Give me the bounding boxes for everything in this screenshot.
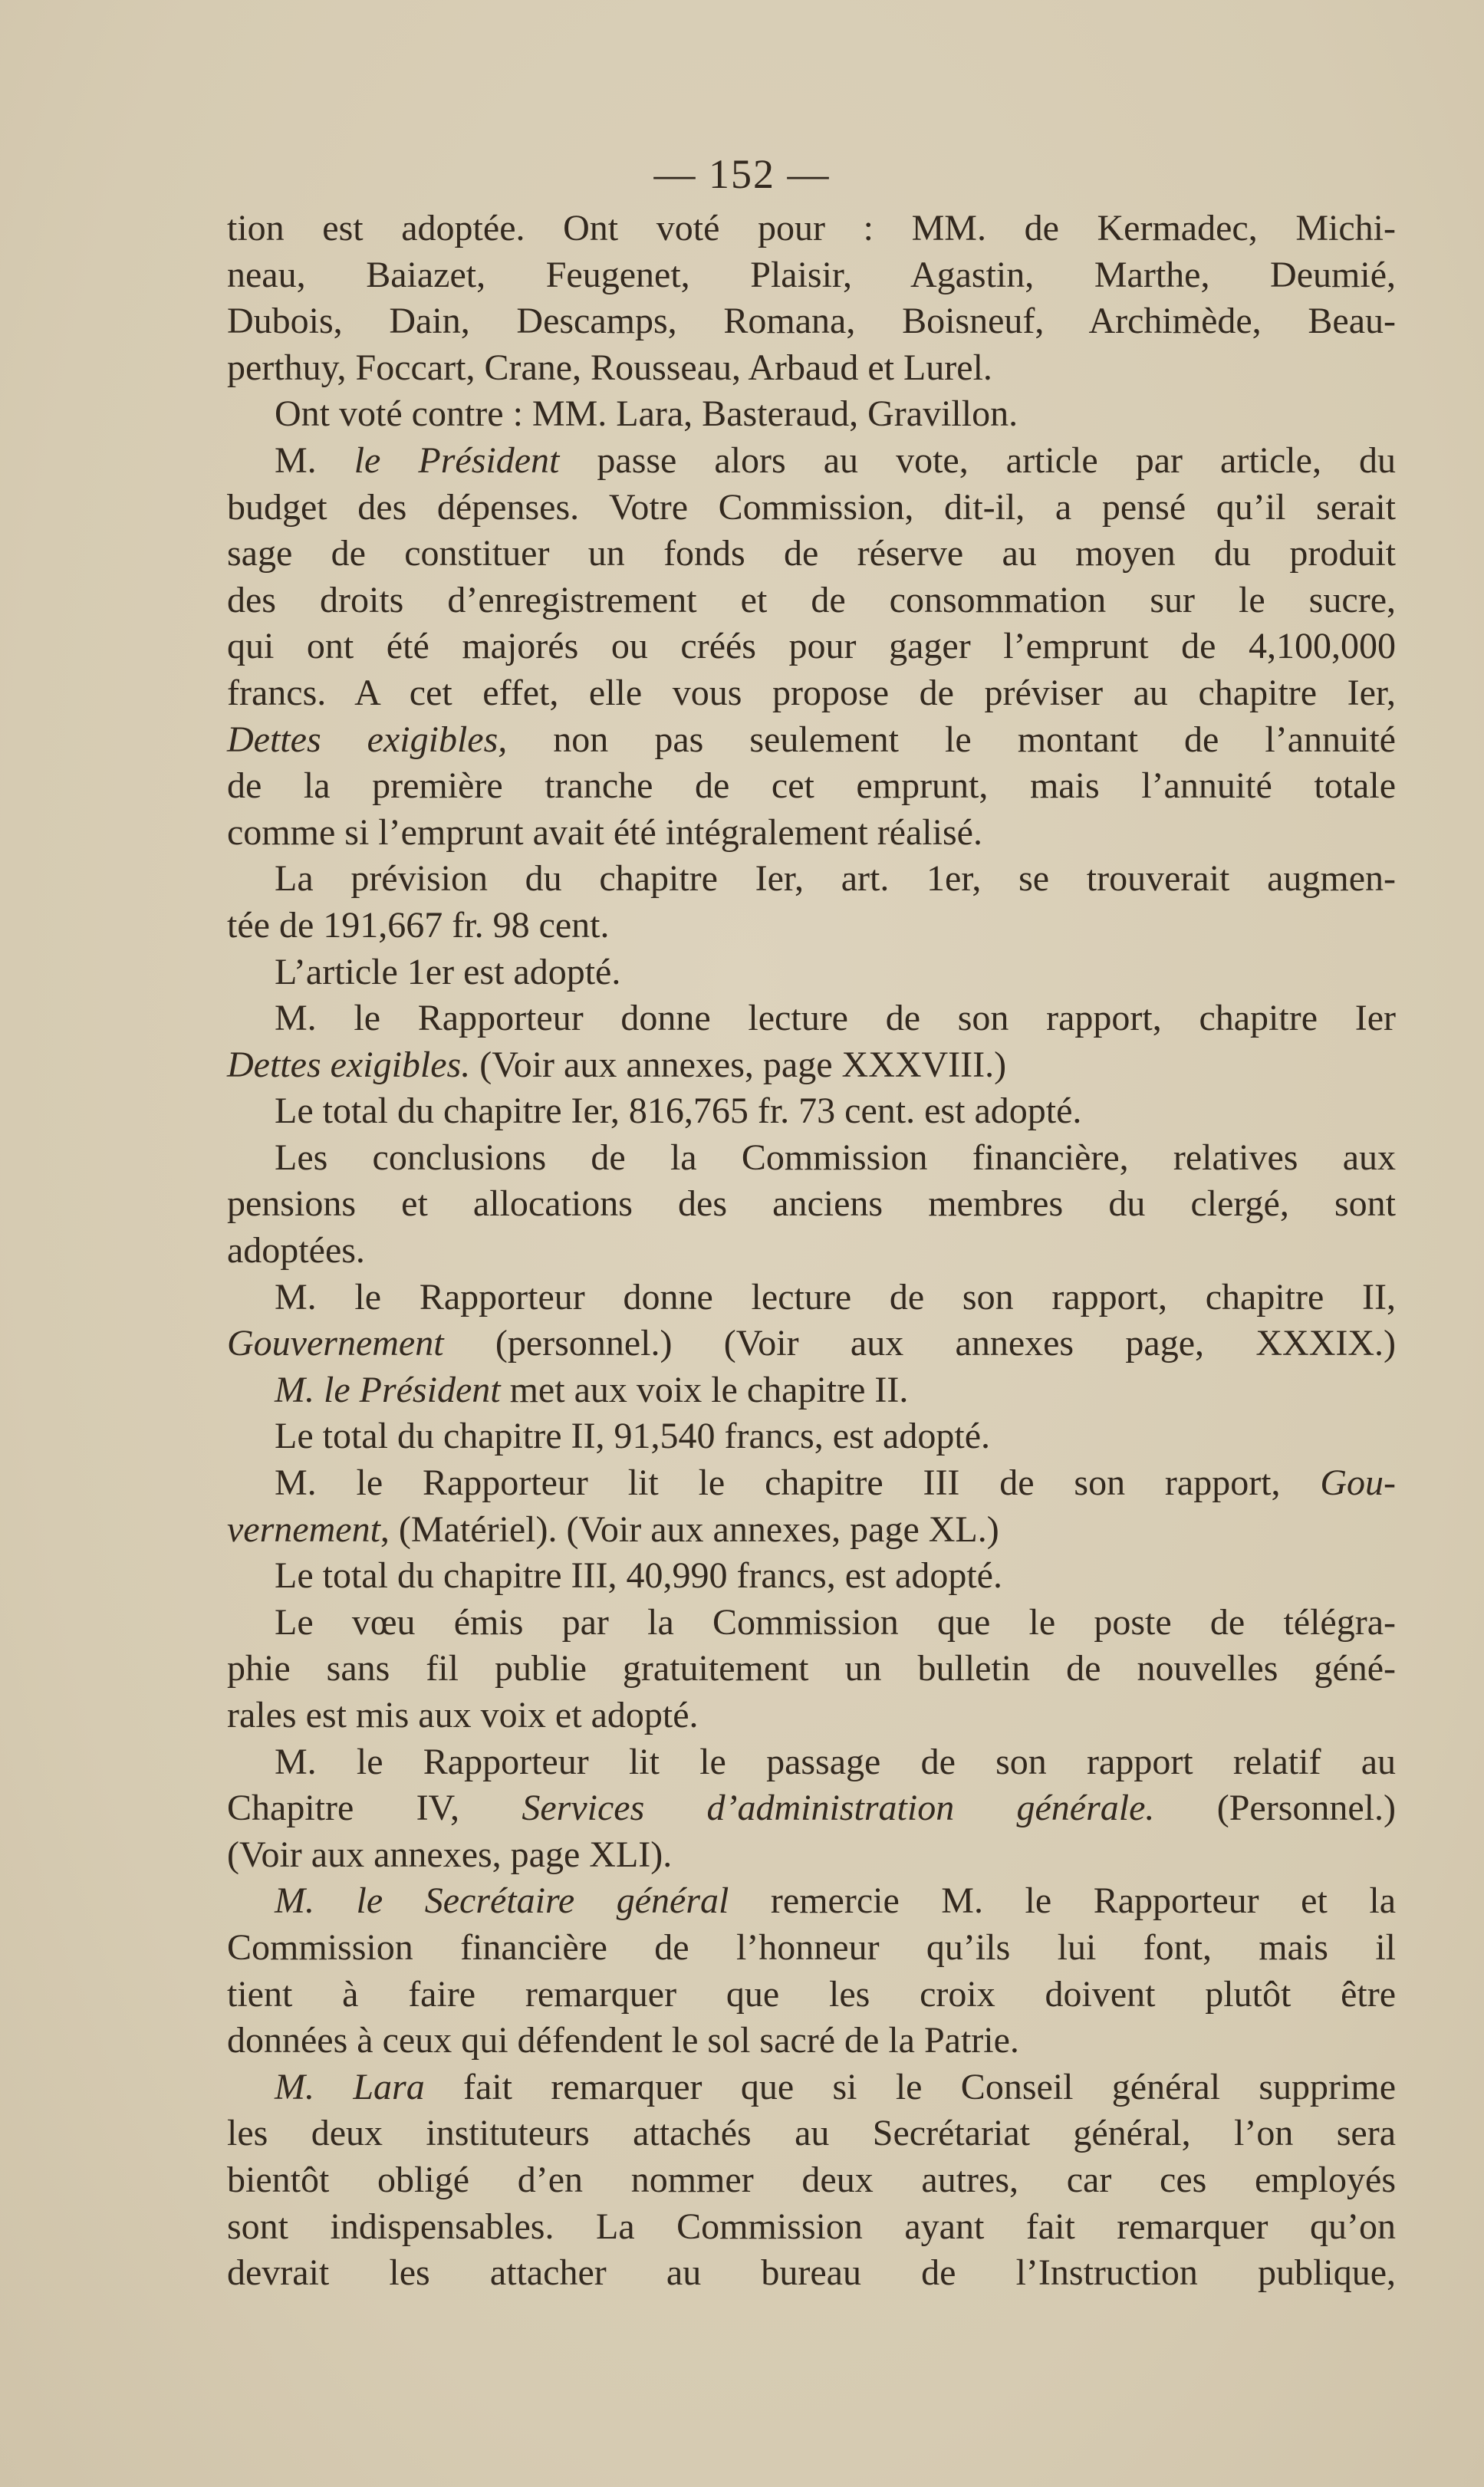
text-segment: Le total du chapitre Ier, 816,765 fr. 73 cent. est adopté. xyxy=(275,1091,1082,1132)
text-segment: neau, Baiazet, Feugenet, Plaisir, Agastin, Marthe, Deumié, xyxy=(227,254,1396,295)
text-line xyxy=(227,1832,1396,1879)
text-segment: Dubois, Dain, Descamps, Romana, Boisneuf, Archimède, Beau- xyxy=(227,301,1396,342)
text-line xyxy=(227,1135,1396,1182)
text-segment: M. xyxy=(275,439,354,481)
text-segment: pensions et allocations des anciens membres du clergé, sont xyxy=(227,1183,1396,1225)
text-segment: M. le Rapporteur donne lecture de son rapport, chapitre II, xyxy=(275,1276,1396,1318)
text-segment: (Voir aux annexes, page XLI). xyxy=(227,1834,673,1875)
text-segment: tion est adoptée. Ont voté pour : MM. de Kermadec, Michi- xyxy=(227,208,1396,248)
text-segment: met aux voix le chapitre II. xyxy=(500,1369,909,1410)
text-line xyxy=(227,531,1396,577)
text-segment: budget des dépenses. Votre Commission, dit-il, a pensé qu’il serait xyxy=(227,486,1396,528)
italic-text: le Président xyxy=(354,439,560,481)
text-segment: , (Matériel). (Voir aux annexes, page XL.) xyxy=(380,1508,999,1550)
italic-text: Services d’administration générale. xyxy=(522,1788,1155,1829)
text-segment: Commission financière de l’honneur qu’ils lui font, mais il xyxy=(227,1926,1396,1968)
text-segment: Ont voté contre : MM. Lara, Basteraud, Gravillon. xyxy=(275,393,1018,435)
text-line xyxy=(227,206,1396,252)
text-segment: M. le Rapporteur donne lecture de son rapport, chapitre Ier xyxy=(275,998,1396,1039)
text-segment: M. le Rapporteur lit le passage de son rapport relatif au xyxy=(275,1741,1396,1782)
italic-text: Gouvernement xyxy=(227,1323,444,1364)
text-line xyxy=(227,2157,1396,2204)
text-line xyxy=(227,623,1396,670)
text-line xyxy=(227,995,1396,1042)
text-line xyxy=(227,949,1396,996)
text-segment: Le total du chapitre II, 91,540 francs, est adopté. xyxy=(275,1416,990,1457)
italic-text: Dettes exigibles. xyxy=(227,1044,471,1085)
text-segment: adoptées. xyxy=(227,1230,365,1271)
text-line xyxy=(227,1088,1396,1135)
text-line xyxy=(227,1460,1396,1507)
text-line xyxy=(227,670,1396,717)
text-segment: (personnel.) (Voir aux annexes page, XXXIX.) xyxy=(443,1323,1396,1364)
text-line xyxy=(227,717,1396,764)
italic-text: M. le Président xyxy=(275,1369,501,1410)
text-segment: Les conclusions de la Commission financière, relatives aux xyxy=(275,1137,1396,1178)
text-line xyxy=(227,1693,1396,1739)
text-line xyxy=(227,252,1396,299)
text-segment: (Personnel.) xyxy=(1154,1788,1396,1829)
text-line xyxy=(227,1785,1396,1832)
text-line xyxy=(227,2250,1396,2297)
text-line xyxy=(227,391,1396,438)
text-line xyxy=(227,1600,1396,1646)
text-line xyxy=(227,1367,1396,1414)
text-line xyxy=(227,1972,1396,2018)
italic-text: Dettes exigibles, xyxy=(227,719,508,760)
text-segment: M. le Rapporteur lit le chapitre III de son rapport, xyxy=(275,1462,1321,1504)
text-segment: tée de 191,667 fr. 98 cent. xyxy=(227,904,610,946)
text-segment: francs. A cet effet, elle vous propose de préviser au chapitre Ier, xyxy=(227,672,1396,713)
text-segment: bientôt obligé d’en nommer deux autres, car ces employés xyxy=(227,2159,1396,2200)
text-segment: devrait les attacher au bureau de l’Instruction publique, xyxy=(227,2252,1396,2294)
text-segment: données à ceux qui défendent le sol sacré de la Patrie. xyxy=(227,2020,1019,2061)
italic-text: M. Lara xyxy=(275,2066,425,2107)
text-segment: (Voir aux annexes, page XXXVIII.) xyxy=(470,1044,1007,1085)
text-line xyxy=(227,810,1396,857)
text-line xyxy=(227,856,1396,903)
text-segment: passe alors au vote, article par article, du xyxy=(559,439,1396,481)
text-line xyxy=(227,1042,1396,1089)
text-line xyxy=(227,1321,1396,1367)
text-segment: sage de constituer un fonds de réserve au moyen du produit xyxy=(227,533,1396,574)
text-line xyxy=(227,1507,1396,1554)
text-line xyxy=(227,438,1396,485)
italic-text: M. le Secrétaire général xyxy=(275,1880,729,1922)
text-line xyxy=(227,1646,1396,1693)
text-segment: phie sans fil publie gratuitement un bulletin de nouvelles géné- xyxy=(227,1648,1396,1689)
page-number: — 152 — xyxy=(653,151,831,197)
text-segment: sont indispensables. La Commission ayant fait remarquer qu’on xyxy=(227,2206,1396,2247)
text-segment: fait remarquer que si le Conseil général supprime xyxy=(424,2066,1397,2107)
text-segment: remercie M. le Rapporteur et la xyxy=(729,1880,1397,1922)
text-segment: tient à faire remarquer que les croix doivent plutôt être xyxy=(227,1973,1396,2015)
text-line xyxy=(227,485,1396,531)
text-line xyxy=(227,1228,1396,1275)
text-segment: Chapitre IV, xyxy=(227,1788,522,1829)
text-line xyxy=(227,2064,1396,2111)
text-line xyxy=(227,2204,1396,2251)
text-segment: Le vœu émis par la Commission que le poste de télégra- xyxy=(275,1601,1396,1643)
text-line xyxy=(227,2018,1396,2064)
text-line xyxy=(227,1739,1396,1786)
text-segment: perthuy, Foccart, Crane, Rousseau, Arbaud et Lurel. xyxy=(227,347,992,388)
text-line xyxy=(227,1181,1396,1228)
italic-text: vernement xyxy=(227,1508,380,1550)
text-segment: comme si l’emprunt avait été intégralement réalisé. xyxy=(227,811,982,853)
text-segment: La prévision du chapitre Ier, art. 1er, se trouverait augmen- xyxy=(275,858,1396,900)
text-line xyxy=(227,1275,1396,1321)
text-line xyxy=(227,2110,1396,2157)
text-segment: de la première tranche de cet emprunt, mais l’annuité totale xyxy=(227,765,1396,807)
text-segment: qui ont été majorés ou créés pour gager l’emprunt de 4,100,000 xyxy=(227,626,1396,667)
text-segment: L’article 1er est adopté. xyxy=(275,951,621,992)
italic-text: Gou- xyxy=(1320,1462,1396,1504)
text-segment: rales est mis aux voix et adopté. xyxy=(227,1695,699,1735)
text-line xyxy=(227,1878,1396,1925)
text-segment: les deux instituteurs attachés au Secrétariat général, l’on sera xyxy=(227,2113,1396,2154)
text-segment: Le total du chapitre III, 40,990 francs, est adopté. xyxy=(275,1555,1002,1597)
text-line xyxy=(227,1553,1396,1600)
text-line xyxy=(227,298,1396,345)
text-segment: non pas seulement le montant de l’annuité xyxy=(507,719,1396,760)
text-line xyxy=(227,763,1396,810)
text-segment: des droits d’enregistrement et de consommation sur le sucre, xyxy=(227,579,1396,620)
text-line xyxy=(227,345,1396,392)
text-line xyxy=(227,1413,1396,1460)
text-line xyxy=(227,1925,1396,1972)
text-line xyxy=(227,577,1396,624)
text-line xyxy=(227,903,1396,949)
body-text xyxy=(227,206,1396,2297)
